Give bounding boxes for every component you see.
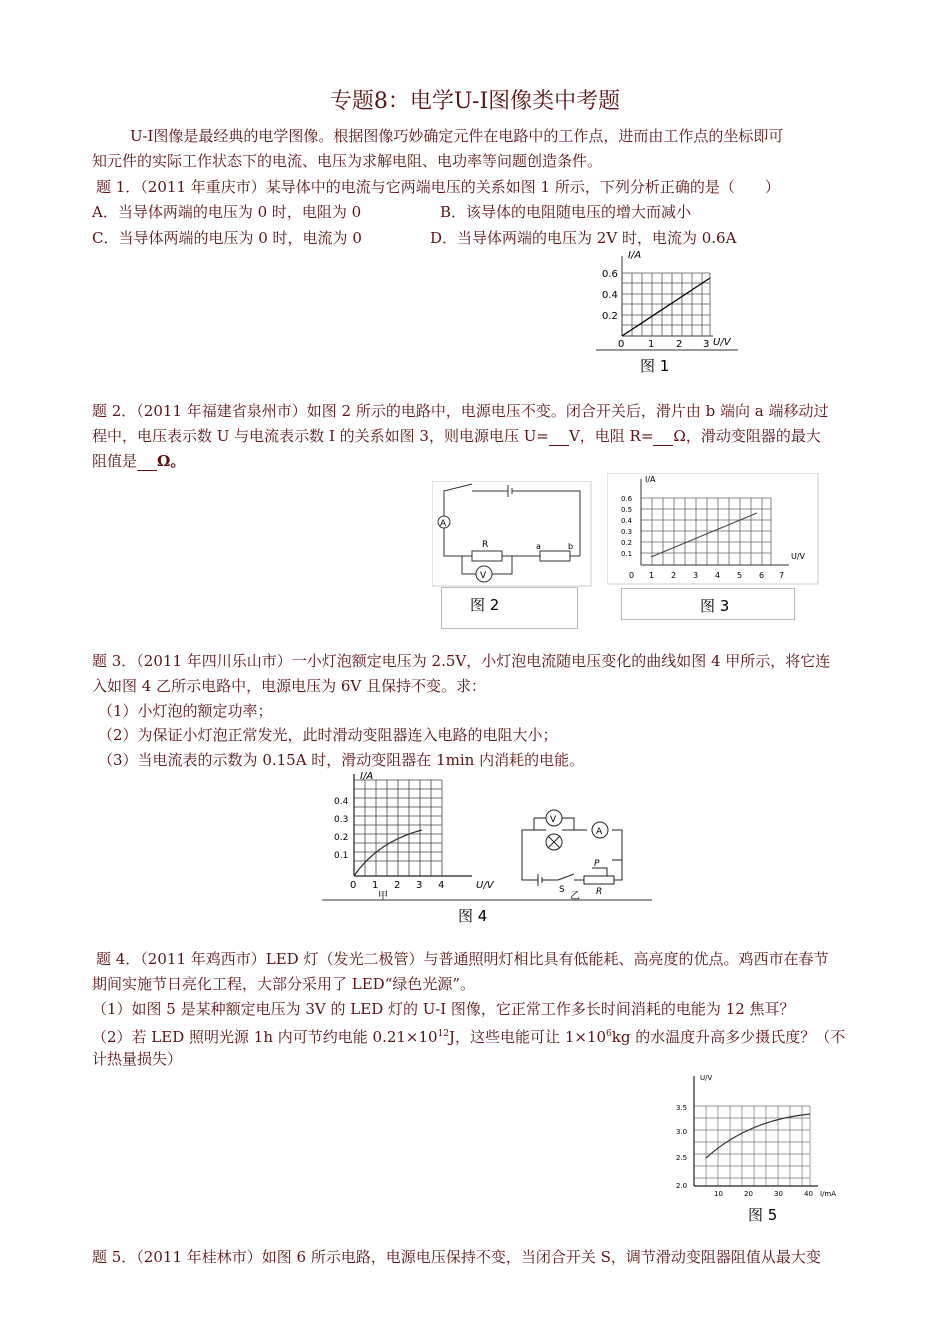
q1-option-d: D．当导体两端的电压为 2V 时，电流为 0.6A: [430, 229, 737, 247]
x-tick: 10: [714, 1190, 723, 1198]
y-tick: 3.0: [676, 1128, 688, 1136]
q1-option-b: B．该导体的电阻随电压的增大而减小: [440, 203, 692, 221]
x-tick: 3: [693, 571, 699, 580]
y-tick: 0.2: [621, 539, 633, 547]
figure-2-caption-box: [441, 587, 578, 629]
x-tick: 2: [671, 571, 677, 580]
q2-text: 阻值是: [92, 452, 138, 470]
x-tick: 4: [438, 880, 445, 891]
q3-line-2: 入如图 4 乙所示电路中，电源电压为 6V 且保持不变。求：: [92, 677, 486, 695]
q2-line-1: 题 2．（2011 年福建省泉州市）如图 2 所示的电路中，电源电压不变。闭合开关后，滑片由 b 端向 a 端移动过: [92, 402, 829, 420]
y-tick: 0.4: [621, 517, 633, 525]
figure-5-caption: 图 5: [748, 1206, 778, 1224]
x-tick: 7: [779, 571, 785, 580]
x-tick: 20: [744, 1190, 753, 1198]
q1-stem: 题 1．（2011 年重庆市）某导体中的电流与它两端电压的关系如图 1 所示，下列分析正确的是（ ）: [96, 178, 780, 196]
y-label: I/A: [628, 250, 642, 261]
sublabel-yi: 乙: [570, 891, 580, 902]
y-tick: 0.3: [621, 528, 633, 536]
ammeter-label: A: [596, 827, 603, 837]
q2-text: Ω。: [157, 452, 186, 470]
q4-text: kg 的水温度升高多少摄氏度？（不: [611, 1028, 846, 1046]
x-tick: 3: [703, 339, 710, 350]
voltmeter-label: V: [480, 571, 487, 581]
x-label: U/V: [791, 552, 806, 561]
q2-text: V，电阻 R=: [568, 427, 654, 445]
figure-4: [322, 772, 652, 902]
q3-line-1: 题 3．（2011 年四川乐山市）一小灯泡额定电压为 2.5V，小灯泡电流随电压变化的曲线如图 4 甲所示，将它连: [92, 652, 831, 670]
q4-text: （2）若 LED 照明光源 1h 内可节约电能 0.21×10: [92, 1028, 438, 1046]
slider-a-label: a: [536, 542, 541, 551]
y-tick: 0.1: [621, 550, 633, 558]
figure-4-caption: 图 4: [458, 907, 488, 925]
x-label: U/V: [476, 880, 494, 891]
y-tick: 0.6: [602, 269, 618, 280]
q2-text: 程中，电压表示数 U 与电流表示数 I 的关系如图 3，则电源电压 U=: [92, 427, 549, 445]
y-label: U/V: [700, 1074, 713, 1082]
x-label: U/V: [713, 337, 731, 348]
figure-1-caption: 图 1: [640, 357, 670, 375]
q3-item-2: （2）为保证小灯泡正常发光，此时滑动变阻器连入电路的电阻大小；: [98, 726, 558, 744]
x-tick: 0: [618, 339, 625, 350]
y-tick: 0.2: [602, 311, 618, 322]
exponent: 12: [437, 1029, 450, 1039]
y-tick: 3.5: [676, 1104, 688, 1112]
q3-item-1: （1）小灯泡的额定功率；: [98, 702, 273, 720]
x-tick: 5: [737, 571, 743, 580]
y-tick: 0.2: [334, 833, 349, 843]
y-tick: 0.4: [602, 290, 618, 301]
figure-1-graph: [588, 248, 748, 358]
intro-line-2: 知元件的实际工作状态下的电流、电压为求解电阻、电功率等问题创造条件。: [92, 152, 603, 170]
q2-line-2: [92, 424, 862, 449]
y-tick: 0.1: [334, 851, 349, 861]
data-line: [622, 278, 710, 336]
q1-option-a: A．当导体两端的电压为 0 时，电阻为 0: [92, 203, 362, 221]
intro-line-1: U-I图像是最经典的电学图像。根据图像巧妙确定元件在电路中的工作点，进而由工作点的坐标即可: [130, 127, 784, 145]
q4-item-2: [92, 1022, 862, 1050]
answer-blank[interactable]: [137, 452, 157, 471]
y-tick: 0.3: [334, 815, 349, 825]
q4-text: J，这些电能可让 1×10: [449, 1028, 607, 1046]
figure-2-caption: 图 2: [470, 596, 500, 614]
rheostat-label: R: [596, 887, 603, 897]
x-tick: 0: [629, 571, 635, 580]
exponent: 6: [606, 1029, 612, 1039]
voltmeter-label: V: [550, 815, 557, 825]
resistor-label: R: [482, 540, 489, 550]
q2-line-3: [92, 449, 862, 474]
x-tick: 2: [676, 339, 683, 350]
data-line: [651, 513, 757, 557]
q3-item-3: （3）当电流表的示数为 0.15A 时，滑动变阻器在 1min 内消耗的电能。: [98, 751, 585, 769]
figure-3-caption: 图 3: [700, 597, 730, 615]
figure-2-circuit: [432, 481, 592, 587]
x-tick: 3: [416, 880, 423, 891]
x-tick: 1: [372, 880, 379, 891]
q1-option-c: C．当导体两端的电压为 0 时，电流为 0: [92, 229, 362, 247]
x-label: I/mA: [820, 1190, 837, 1198]
y-tick: 2.0: [676, 1182, 688, 1190]
page-title: 专题8：电学U-I图像类中考题: [329, 89, 621, 114]
q4-item-1: （1）如图 5 是某种额定电压为 3V 的 LED 灯的 U-I 图像，它正常工作多长时间消耗的电能为 12 焦耳？: [92, 1000, 795, 1018]
x-tick: 0: [350, 880, 357, 891]
slider-b-label: b: [568, 542, 574, 551]
y-tick: 0.6: [621, 495, 633, 503]
figure-3-graph: [607, 473, 819, 585]
y-label: I/A: [360, 772, 374, 782]
x-tick: 1: [648, 339, 655, 350]
y-tick: 2.5: [676, 1154, 688, 1162]
x-tick: 30: [774, 1190, 783, 1198]
data-curve: [706, 1114, 810, 1158]
x-tick: 2: [394, 880, 401, 891]
x-tick: 40: [804, 1190, 813, 1198]
q4-item-3: 计热量损失）: [92, 1050, 183, 1068]
slider-p-label: P: [594, 859, 600, 869]
x-tick: 4: [715, 571, 721, 580]
y-tick: 0.5: [621, 506, 633, 514]
answer-blank[interactable]: [549, 427, 569, 446]
y-label: I/A: [645, 475, 656, 484]
figure-5-graph: [668, 1070, 848, 1210]
answer-blank[interactable]: [653, 427, 673, 446]
q5-line-1: 题 5．（2011 年桂林市）如图 6 所示电路，电源电压保持不变，当闭合开关 S，调节滑动变阻器阻值从最大变: [92, 1248, 821, 1266]
x-tick: 1: [649, 571, 655, 580]
q2-text: Ω，滑动变阻器的最大: [673, 427, 821, 445]
x-tick: 6: [759, 571, 765, 580]
sublabel-jia: 甲: [378, 891, 388, 902]
switch-label: S: [559, 885, 565, 895]
q4-line-1: 题 4．（2011 年鸡西市）LED 灯（发光二极管）与普通照明灯相比具有低能耗、高亮度的优点。鸡西市在春节: [96, 950, 829, 968]
data-curve: [354, 830, 422, 876]
ammeter-label: A: [440, 519, 447, 529]
q4-line-2: 期间实施节日亮化工程，大部分采用了 LED“绿色光源”。: [92, 975, 476, 993]
y-tick: 0.4: [334, 797, 349, 807]
